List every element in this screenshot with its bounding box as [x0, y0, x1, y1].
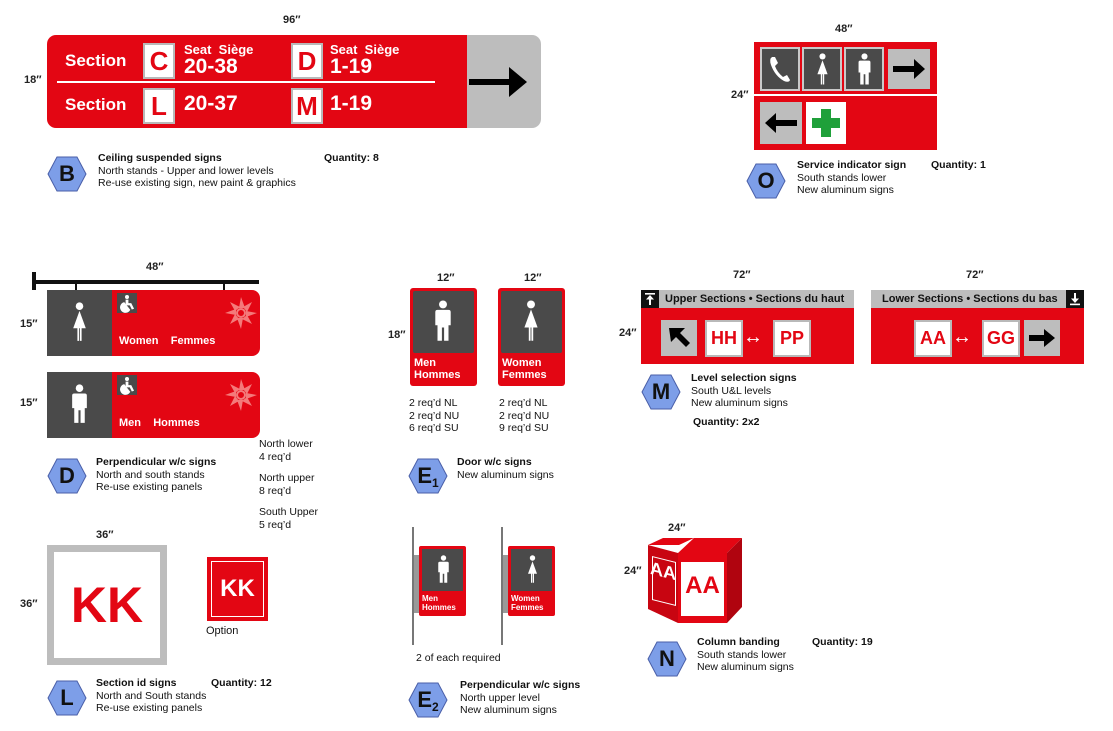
d-dim-height1: 15″ — [20, 318, 38, 330]
m-dim-width2: 72″ — [966, 269, 984, 281]
n-letters-side: AA — [650, 557, 676, 585]
e1-men-label1: Men — [414, 357, 436, 369]
column-band-cube — [646, 537, 746, 623]
e1-women-req-line: 2 req’d NL — [499, 397, 548, 409]
e1-women-req-line: 2 req’d NU — [499, 409, 550, 422]
badge-n: N — [647, 641, 687, 677]
m-upper-from: HH — [705, 320, 743, 357]
b-row1-letter1: C — [143, 43, 175, 79]
man-icon — [844, 47, 884, 91]
e1-line1: New aluminum signs — [457, 468, 554, 481]
m-line1: South U&L levels — [691, 384, 772, 397]
e1-dim-width-women: 12″ — [524, 272, 542, 284]
e1-women-req-line: 9 req’d SU — [499, 422, 549, 434]
arrow-up-to-line-icon — [641, 290, 659, 308]
d-count-area: North lower — [259, 438, 313, 450]
ceiling-sign-b — [47, 35, 541, 128]
d-counts — [259, 438, 318, 531]
o-title: Service indicator sign — [797, 159, 907, 171]
badge-m: M — [641, 374, 681, 410]
badge-e2 — [408, 682, 448, 718]
men-door-sign — [410, 288, 477, 386]
logo-icon — [223, 295, 259, 331]
woman-icon — [47, 290, 112, 356]
arrow-right-icon — [888, 49, 930, 89]
b-line2: Re-use existing sign, new paint & graphics — [98, 177, 296, 189]
woman-icon — [501, 291, 562, 353]
b-title: Ceiling suspended signs — [98, 152, 222, 164]
b-row2-range2: 1-19 — [330, 92, 373, 115]
o-divider — [754, 94, 937, 96]
section-id-option-sign — [207, 557, 268, 621]
l-title: Section id signs — [96, 677, 177, 689]
badge-b: B — [47, 156, 87, 192]
m-title: Level selection signs — [691, 372, 797, 384]
e1-badge-letter: E — [417, 463, 432, 488]
b-row1-seat-label: Seat Siège — [184, 42, 254, 57]
e2-badge-letter: E — [417, 687, 432, 712]
b-divider — [57, 81, 435, 83]
d-count-req: 8 req’d — [259, 484, 292, 497]
m-lower-from: AA — [914, 320, 952, 357]
phone-icon — [760, 47, 800, 91]
l-dim-width: 36″ — [96, 529, 114, 541]
e1-women-label — [502, 357, 547, 381]
b-row1-letter2: D — [291, 43, 323, 79]
b-dim-height: 18″ — [24, 74, 42, 86]
o-line2: New aluminum signs — [797, 184, 894, 196]
arrow-up-left-icon — [661, 320, 697, 356]
man-icon — [422, 549, 463, 591]
d-line2: Re-use existing panels — [96, 481, 203, 493]
d-line1: North and south stands — [96, 468, 205, 481]
badge-d: D — [47, 458, 87, 494]
m-description — [691, 372, 797, 410]
d-count-area: North upper — [259, 472, 315, 484]
o-dim-height: 24″ — [731, 89, 749, 101]
l-option-label: Option — [206, 625, 239, 637]
man-icon — [413, 291, 474, 353]
n-line2: New aluminum signs — [697, 661, 794, 673]
d-women-label: Women Femmes — [119, 335, 216, 347]
m-lower-to: GG — [982, 320, 1020, 357]
badge-l: L — [47, 680, 87, 716]
b-row1-seat-label2: Seat Siège — [330, 42, 400, 57]
l-letters: KK — [70, 577, 144, 633]
e1-men-label2: Hommes — [414, 369, 461, 381]
badge-o: O — [746, 163, 786, 199]
first-aid-icon — [806, 102, 846, 144]
n-quantity: Quantity: 19 — [812, 636, 873, 648]
e1-description — [457, 456, 554, 481]
accessible-icon — [117, 375, 137, 395]
l-quantity: Quantity: 12 — [211, 677, 272, 689]
e2-description — [460, 679, 580, 717]
e1-men-req — [409, 397, 459, 435]
women-door-sign — [498, 288, 565, 386]
e1-men-req-line: 2 req’d NL — [409, 397, 458, 409]
b-row2-section-label: Section — [65, 95, 127, 114]
l-line2: Re-use existing panels — [96, 702, 203, 714]
e2-women-label — [511, 594, 543, 612]
e1-badge-sub: 1 — [432, 476, 439, 490]
o-quantity: Quantity: 1 — [931, 159, 986, 171]
d-count-req: 4 req’d — [259, 450, 292, 463]
d-mount-end — [32, 272, 36, 290]
b-row2-letter2: M — [291, 88, 323, 124]
m-dim-height: 24″ — [619, 327, 637, 339]
n-line1: South stands lower — [697, 648, 787, 661]
b-row2-letter1: L — [143, 88, 175, 124]
n-dim-width: 24″ — [668, 522, 686, 534]
badge-e1 — [408, 458, 448, 494]
e1-men-req-line: 2 req’d NU — [409, 409, 460, 422]
e1-women-label2: Femmes — [502, 369, 547, 381]
arrow-down-to-line-icon — [1066, 290, 1084, 308]
arrow-right-icon — [1024, 320, 1060, 356]
e2-men-label2: Hommes — [422, 603, 456, 612]
women-panel-d — [47, 290, 260, 356]
e2-women-label2: Femmes — [511, 603, 544, 612]
e2-note: 2 of each required — [416, 652, 501, 664]
upper-level-sign — [641, 290, 854, 364]
section-id-sign-l — [47, 545, 167, 665]
e1-women-label1: Women — [502, 357, 542, 369]
m-upper-to: PP — [773, 320, 811, 357]
b-quantity: Quantity: 8 — [324, 152, 379, 164]
m-upper-header: Upper Sections • Sections du haut — [665, 293, 845, 305]
o-line1: South stands lower — [797, 171, 887, 184]
m-lower-header: Lower Sections • Sections du bas — [882, 293, 1058, 305]
e2-women-label1: Women — [511, 594, 540, 603]
b-row1-section-label: Section — [65, 51, 127, 70]
woman-icon — [802, 47, 842, 91]
d-title: Perpendicular w/c signs — [96, 456, 217, 468]
logo-icon — [223, 377, 259, 413]
l-description — [96, 677, 206, 715]
e2-men-label1: Men — [422, 594, 438, 603]
b-row2-range1: 20-37 — [184, 92, 238, 115]
d-men-label: Men Hommes — [119, 417, 200, 429]
e2-line1: North upper level — [460, 691, 540, 704]
b-row1-range2: 1-19 — [330, 55, 373, 78]
d-count-req: 5 req’d — [259, 518, 292, 531]
o-description — [797, 159, 906, 197]
e2-line2: New aluminum signs — [460, 704, 557, 716]
m-quantity: Quantity: 2x2 — [693, 416, 760, 428]
n-letters-front: AA — [685, 572, 720, 599]
arrow-right-icon — [467, 63, 529, 101]
women-perp-sign-e2 — [508, 546, 555, 616]
man-icon — [47, 372, 112, 438]
l-line1: North and South stands — [96, 689, 207, 702]
d-dim-width: 48″ — [146, 261, 164, 273]
service-sign-o — [754, 42, 937, 150]
n-title: Column banding — [697, 636, 780, 648]
e2-men-label — [422, 594, 456, 612]
m-lower-range-arrow: ↔ — [952, 326, 972, 348]
m-upper-range-arrow: ↔ — [743, 326, 763, 348]
e2-title: Perpendicular w/c signs — [460, 679, 581, 691]
b-line1: North stands - Upper and lower levels — [98, 164, 274, 177]
b-dim-width: 96″ — [283, 14, 301, 26]
d-dim-height2: 15″ — [20, 397, 38, 409]
l-dim-height: 36″ — [20, 598, 38, 610]
woman-icon — [511, 549, 552, 591]
o-dim-width: 48″ — [835, 23, 853, 35]
d-count-area: South Upper — [259, 506, 318, 518]
e2-badge-sub: 2 — [432, 700, 439, 714]
b-row1-range1: 20-38 — [184, 55, 238, 78]
m-dim-width1: 72″ — [733, 269, 751, 281]
m-line2: New aluminum signs — [691, 397, 788, 409]
n-dim-height: 24″ — [624, 565, 642, 577]
e1-title: Door w/c signs — [457, 456, 532, 468]
accessible-icon — [117, 293, 137, 313]
e1-dim-height: 18″ — [388, 329, 406, 341]
l-option-letters: KK — [220, 575, 255, 602]
e1-dim-width-men: 12″ — [437, 272, 455, 284]
arrow-left-icon — [760, 102, 802, 144]
n-description — [697, 636, 794, 674]
e1-men-req-line: 6 req’d SU — [409, 422, 459, 434]
men-panel-d — [47, 372, 260, 438]
e1-men-label — [414, 357, 460, 381]
d-description — [96, 456, 216, 494]
men-perp-sign-e2 — [419, 546, 466, 616]
e1-women-req — [499, 397, 549, 435]
lower-level-sign — [871, 290, 1084, 364]
